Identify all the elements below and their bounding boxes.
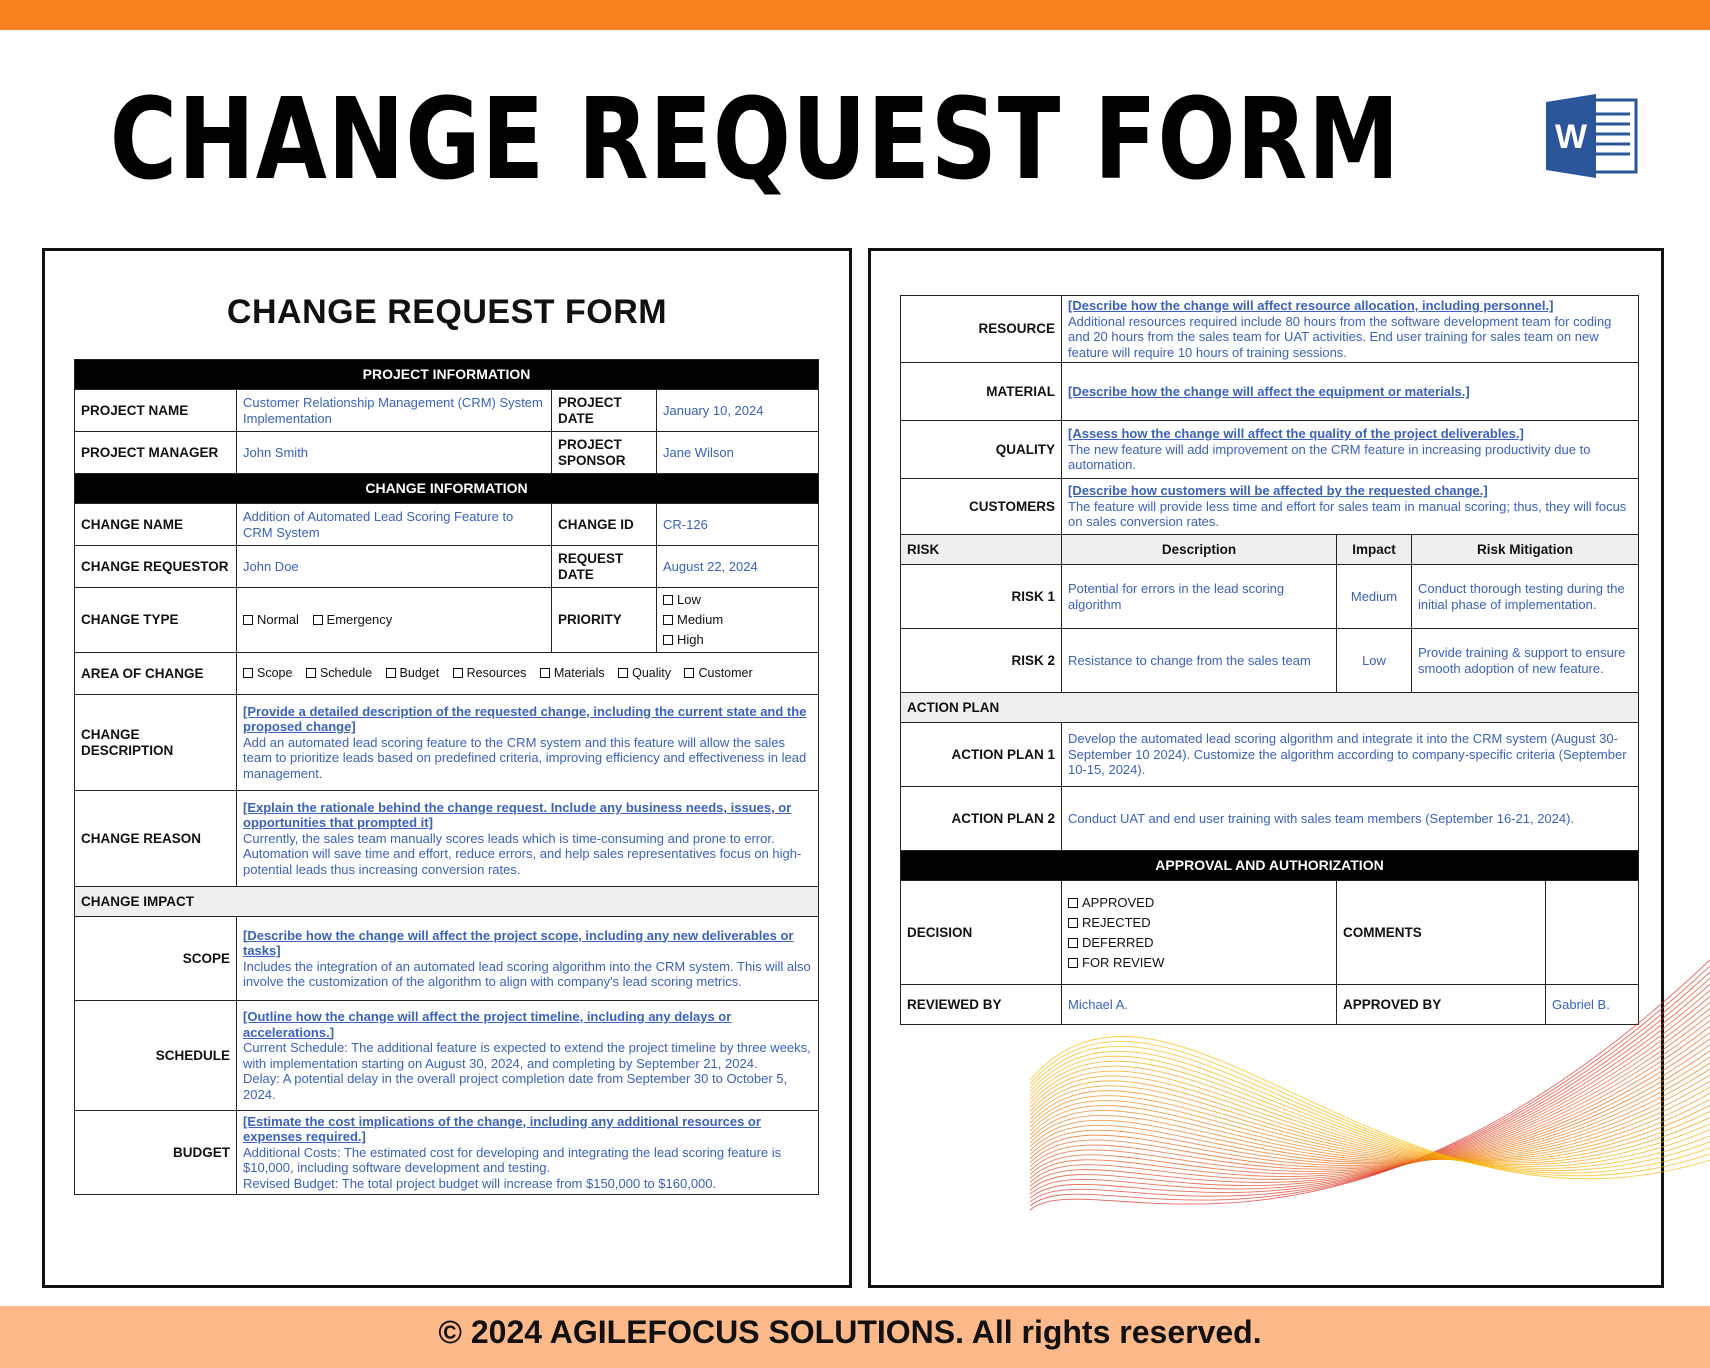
form-page-2 xyxy=(868,248,1664,1288)
risk-header: RISK xyxy=(901,535,1062,565)
reviewed-by-value[interactable]: Michael A. xyxy=(1062,985,1337,1025)
copyright-text: © 2024 AGILEFOCUS SOLUTIONS. All rights reserved. xyxy=(438,1314,1262,1350)
priority-options xyxy=(657,588,819,653)
change-name-value[interactable]: Addition of Automated Lead Scoring Feature to CRM System xyxy=(237,504,552,546)
change-type-normal-checkbox[interactable]: Normal xyxy=(243,612,299,627)
change-type-emergency-checkbox[interactable]: Emergency xyxy=(313,612,393,627)
action-plan-1-label: ACTION PLAN 1 xyxy=(901,723,1062,787)
change-id-value[interactable]: CR-126 xyxy=(657,504,819,546)
risk-2-impact[interactable]: Low xyxy=(1337,629,1412,693)
project-info-header: PROJECT INFORMATION xyxy=(75,360,819,390)
change-type-label: CHANGE TYPE xyxy=(75,588,237,653)
area-quality-checkbox[interactable]: Quality xyxy=(618,666,671,680)
risk-mitigation-column-header: Risk Mitigation xyxy=(1412,535,1639,565)
scope-label: SCOPE xyxy=(75,917,237,1001)
quality-label: QUALITY xyxy=(901,421,1062,479)
priority-high-checkbox[interactable]: High xyxy=(663,630,812,650)
budget-instruction: [Estimate the cost implications of the change, including any additional resources or expenses required.] xyxy=(243,1113,761,1145)
banner-title: CHANGE REQUEST FORM xyxy=(109,75,1401,205)
approval-header: APPROVAL AND AUTHORIZATION xyxy=(901,851,1639,881)
project-sponsor-value[interactable]: Jane Wilson xyxy=(657,432,819,474)
material-label: MATERIAL xyxy=(901,363,1062,421)
change-requestor-value[interactable]: John Doe xyxy=(237,546,552,588)
word-icon-letter: W xyxy=(1554,118,1588,156)
risk-1-description[interactable]: Potential for errors in the lead scoring algorithm xyxy=(1062,565,1337,629)
decision-approved-checkbox[interactable]: APPROVED xyxy=(1068,893,1330,913)
action-plan-header: ACTION PLAN xyxy=(901,693,1639,723)
risk-1-mitigation[interactable]: Conduct thorough testing during the initial phase of implementation. xyxy=(1412,565,1639,629)
resource-label: RESOURCE xyxy=(901,296,1062,363)
priority-low-checkbox[interactable]: Low xyxy=(663,590,812,610)
change-reason-text: Currently, the sales team manually scores leads which is time-consuming and prone to error. Automation will save time and effort, reduce errors, and help sales representatives focus on high-potential leads thus increasing conversion rates. xyxy=(243,830,802,877)
project-sponsor-label: PROJECT SPONSOR xyxy=(552,432,657,474)
area-scope-checkbox[interactable]: Scope xyxy=(243,666,292,680)
risk-2-label: RISK 2 xyxy=(901,629,1062,693)
decision-deferred-checkbox[interactable]: DEFERRED xyxy=(1068,933,1330,953)
quality-text: The new feature will add improvement on the CRM feature in increasing productivity due to automation. xyxy=(1068,441,1591,473)
priority-medium-checkbox[interactable]: Medium xyxy=(663,610,812,630)
action-plan-2-text[interactable]: Conduct UAT and end user training with sales team members (September 16-21, 2024). xyxy=(1062,787,1639,851)
customers-instruction: [Describe how customers will be affected by the requested change.] xyxy=(1068,483,1488,499)
decision-rejected-checkbox[interactable]: REJECTED xyxy=(1068,913,1330,933)
approved-by-value[interactable]: Gabriel B. xyxy=(1546,985,1639,1025)
schedule-instruction: [Outline how the change will affect the project timeline, including any delays or accelerations.] xyxy=(243,1009,732,1040)
comments-label: COMMENTS xyxy=(1337,881,1546,985)
change-request-table xyxy=(74,359,819,1195)
resource-cell[interactable] xyxy=(1062,296,1639,363)
change-type-options xyxy=(237,588,552,653)
schedule-text-1: Current Schedule: The additional feature is expected to extend the project timeline by three weeks, with implementation starting on August 30, 2024, and completing by September 21, 2024. xyxy=(243,1040,811,1071)
customers-text: The feature will provide less time and effort for sales team in manual scoring; thus, they will focus on sales conversion rates. xyxy=(1068,498,1627,530)
change-reason-cell[interactable] xyxy=(237,791,819,887)
resource-instruction: [Describe how the change will affect resource allocation, including personnel.] xyxy=(1068,298,1554,313)
request-date-label: REQUEST DATE xyxy=(552,546,657,588)
customers-label: CUSTOMERS xyxy=(901,479,1062,535)
scope-text: Includes the integration of an automated lead scoring algorithm into the CRM system. This will also involve the customization of the algorithm to align with company's lead scoring metrics. xyxy=(243,958,811,989)
change-description-text: Add an automated lead scoring feature to the CRM system and this feature will allow the sales team to prioritize leads based on predefined criteria, improving efficiency and effectiveness in lead management. xyxy=(243,734,807,781)
approved-by-label: APPROVED BY xyxy=(1337,985,1546,1025)
risk-impact-column-header: Impact xyxy=(1337,535,1412,565)
budget-cell[interactable] xyxy=(237,1111,819,1195)
comments-value[interactable] xyxy=(1546,881,1639,985)
budget-text-1: Additional Costs: The estimated cost for developing and integrating the lead scoring feature is $10,000, including software development and testing. xyxy=(243,1144,782,1176)
reviewed-by-label: REVIEWED BY xyxy=(901,985,1062,1025)
change-impact-header: CHANGE IMPACT xyxy=(75,887,819,917)
schedule-cell[interactable] xyxy=(237,1001,819,1111)
project-date-value[interactable]: January 10, 2024 xyxy=(657,390,819,432)
request-date-value[interactable]: August 22, 2024 xyxy=(657,546,819,588)
decision-label: DECISION xyxy=(901,881,1062,985)
resource-text: Additional resources required include 80 hours from the software development team for coding and 20 hours from the sales team for UAT activities. End user training for sales team on new feature will require 10 hours of training sessions. xyxy=(1068,313,1612,360)
change-info-header: CHANGE INFORMATION xyxy=(75,474,819,504)
project-manager-value[interactable]: John Smith xyxy=(237,432,552,474)
change-description-cell[interactable] xyxy=(237,695,819,791)
scope-instruction: [Describe how the change will affect the project scope, including any new deliverables or tasks] xyxy=(243,927,794,958)
risk-1-label: RISK 1 xyxy=(901,565,1062,629)
risk-2-description[interactable]: Resistance to change from the sales team xyxy=(1062,629,1337,693)
scope-cell[interactable] xyxy=(237,917,819,1001)
change-name-label: CHANGE NAME xyxy=(75,504,237,546)
change-request-table-continued xyxy=(900,295,1639,1025)
area-resources-checkbox[interactable]: Resources xyxy=(453,666,527,680)
change-reason-label: CHANGE REASON xyxy=(75,791,237,887)
risk-1-impact[interactable]: Medium xyxy=(1337,565,1412,629)
material-instruction: [Describe how the change will affect the equipment or materials.] xyxy=(1068,383,1470,399)
schedule-text-2: Delay: A potential delay in the overall project completion date from September 30 to October 5, 2024. xyxy=(243,1071,788,1102)
quality-cell[interactable] xyxy=(1062,421,1639,479)
project-name-value[interactable]: Customer Relationship Management (CRM) System Implementation xyxy=(237,390,552,432)
area-of-change-options xyxy=(237,653,819,695)
decision-options xyxy=(1062,881,1337,985)
quality-instruction: [Assess how the change will affect the quality of the project deliverables.] xyxy=(1068,426,1524,442)
customers-cell[interactable] xyxy=(1062,479,1639,535)
action-plan-1-text[interactable]: Develop the automated lead scoring algorithm and integrate it into the CRM system (August 30-September 10 2024). Customize the algorithm according to company-specific criteria (September 10-15, 2024). xyxy=(1062,723,1639,787)
top-accent-bar xyxy=(0,0,1710,30)
document-title: CHANGE REQUEST FORM xyxy=(226,293,668,331)
change-description-instruction: [Provide a detailed description of the requested change, including the current state and the proposed change] xyxy=(243,703,807,735)
budget-text-2: Revised Budget: The total project budget will increase from $150,000 to $160,000. xyxy=(243,1175,717,1191)
area-budget-checkbox[interactable]: Budget xyxy=(386,666,440,680)
risk-description-column-header: Description xyxy=(1062,535,1337,565)
action-plan-2-label: ACTION PLAN 2 xyxy=(901,787,1062,851)
change-id-label: CHANGE ID xyxy=(552,504,657,546)
area-customer-checkbox[interactable]: Customer xyxy=(684,666,752,680)
project-name-label: PROJECT NAME xyxy=(75,390,237,432)
project-date-label: PROJECT DATE xyxy=(552,390,657,432)
project-manager-label: PROJECT MANAGER xyxy=(75,432,237,474)
change-requestor-label: CHANGE REQUESTOR xyxy=(75,546,237,588)
area-of-change-label: AREA OF CHANGE xyxy=(75,653,237,695)
decision-for-review-checkbox[interactable]: FOR REVIEW xyxy=(1068,953,1330,973)
area-materials-checkbox[interactable]: Materials xyxy=(540,666,605,680)
change-reason-instruction: [Explain the rationale behind the change request. Include any business needs, issues, or opportunities that prompted it] xyxy=(243,799,792,831)
word-document-icon xyxy=(1544,92,1640,180)
change-description-label: CHANGE DESCRIPTION xyxy=(75,695,237,791)
schedule-label: SCHEDULE xyxy=(75,1001,237,1111)
risk-2-mitigation[interactable]: Provide training & support to ensure smooth adoption of new feature. xyxy=(1412,629,1639,693)
form-page-1 xyxy=(42,248,852,1288)
area-schedule-checkbox[interactable]: Schedule xyxy=(306,666,372,680)
budget-label: BUDGET xyxy=(75,1111,237,1195)
material-cell[interactable] xyxy=(1062,363,1639,421)
priority-label: PRIORITY xyxy=(552,588,657,653)
